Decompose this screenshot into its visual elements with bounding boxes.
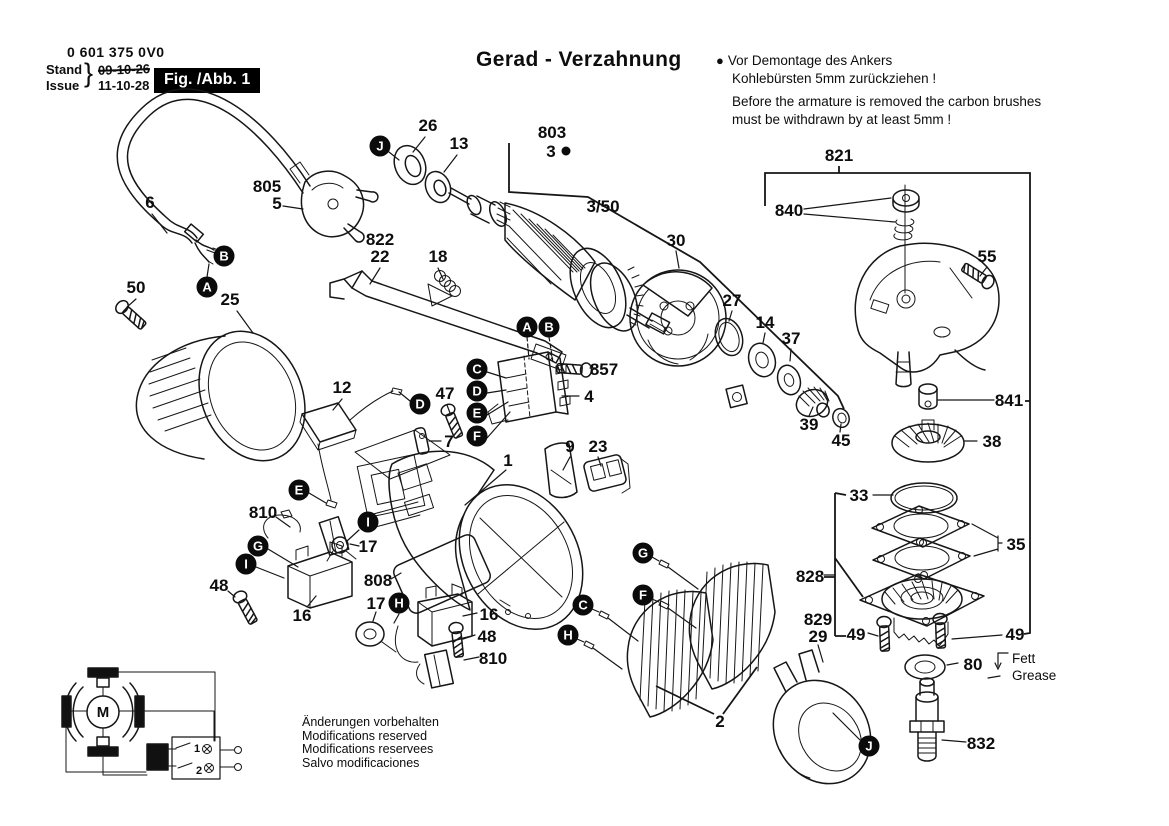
callout-letter-B-switch	[539, 317, 560, 338]
callout-7: 7	[444, 432, 454, 451]
svg-text:I: I	[366, 514, 370, 530]
svg-text:B: B	[544, 319, 554, 335]
brush-810-right-drawing	[417, 650, 454, 688]
svg-text:B: B	[219, 248, 229, 264]
callout-letter-G-coil	[633, 543, 654, 564]
svg-text:G: G	[252, 538, 264, 554]
callout-13: 13	[449, 134, 469, 153]
bevel-gear-38-drawing	[892, 420, 964, 462]
callout-841: 841	[994, 391, 1024, 410]
callout-labels	[97, 116, 1057, 777]
screw-48-right-drawing	[448, 622, 466, 658]
revision-brace: }	[84, 58, 94, 88]
callout-47: 47	[435, 384, 455, 403]
callout-23: 23	[588, 437, 608, 456]
field-coil-2-drawing	[627, 562, 775, 717]
notice-en-line2: must be withdrawn by at least 5mm !	[732, 112, 952, 127]
svg-text:D: D	[415, 396, 425, 412]
callout-5: 5	[272, 194, 282, 213]
washer-37-drawing	[774, 362, 804, 397]
callout-letter-C-coil	[573, 595, 594, 616]
svg-text:G: G	[637, 545, 649, 561]
callout-6: 6	[145, 193, 155, 212]
gear-housing-drawing	[855, 185, 999, 387]
callout-33: 33	[849, 486, 869, 505]
guard-829-drawing	[754, 650, 891, 802]
notice-de-line2: Kohlebürsten 5mm zurückziehen !	[732, 71, 937, 86]
callout-14: 14	[755, 313, 775, 332]
bushing-841-drawing	[919, 384, 937, 409]
callout-30: 30	[666, 231, 686, 250]
callout-35: 35	[1006, 535, 1026, 554]
callout-49-left: 49	[846, 625, 866, 644]
note-fr: Modifications reservees	[302, 742, 434, 756]
lock-button-23-drawing	[583, 454, 630, 493]
callout-48-left: 48	[209, 576, 229, 595]
svg-text:D: D	[472, 383, 482, 399]
callout-12: 12	[332, 378, 352, 397]
callout-letter-D-switch	[467, 381, 488, 402]
callout-25: 25	[220, 290, 240, 309]
date-new: 11-10-28	[98, 78, 150, 93]
callout-29: 29	[808, 627, 828, 646]
svg-text:H: H	[394, 595, 404, 611]
callout-857: 857	[589, 360, 619, 379]
callout-840: 840	[774, 201, 804, 220]
callout-16-left: 16	[292, 606, 312, 625]
callout-829: 829	[803, 610, 833, 629]
callout-821: 821	[824, 146, 854, 165]
callout-27: 27	[722, 291, 742, 310]
callout-letter-F-switch	[467, 426, 488, 447]
callout-17-right: 17	[366, 594, 386, 613]
callout-9: 9	[565, 437, 575, 456]
armature-drawing	[449, 188, 670, 338]
callout-letter-I-lower	[236, 554, 257, 575]
callout-50: 50	[126, 278, 146, 297]
svg-text:J: J	[865, 738, 873, 754]
svg-text:C: C	[578, 597, 588, 613]
suppressor-12-drawing	[300, 388, 402, 508]
grease-label-en: Grease	[1012, 668, 1057, 683]
svg-text:C: C	[472, 361, 482, 377]
bearing-14-drawing	[744, 340, 779, 380]
page-title: Gerad - Verzahnung	[476, 48, 682, 71]
callout-3: 3	[546, 142, 556, 161]
callout-letter-D-suppressor	[410, 394, 431, 415]
spring-18-drawing	[435, 271, 461, 297]
issue-label: Issue	[46, 78, 80, 93]
callout-832: 832	[966, 734, 996, 753]
gaskets-35-drawing	[872, 506, 970, 579]
callout-4: 4	[584, 387, 594, 406]
callout-letter-I-upper	[358, 512, 379, 533]
callout-letter-J-guard	[859, 736, 880, 757]
callout-810-right: 810	[478, 649, 508, 668]
bearing-flange-828-drawing	[860, 574, 984, 646]
wiring-schematic-drawing	[62, 668, 242, 779]
callout-55: 55	[977, 247, 997, 266]
callout-letter-A-cord	[197, 277, 218, 298]
svg-text:A: A	[522, 319, 532, 335]
note-es: Salvo modificaciones	[302, 755, 420, 770]
callout-2: 2	[715, 712, 725, 731]
washer-80-drawing	[905, 655, 945, 679]
stand-label: Stand	[46, 62, 83, 77]
callout-letter-J-top	[370, 136, 391, 157]
callout-45: 45	[831, 431, 851, 450]
callout-49-right: 49	[1005, 625, 1025, 644]
screw-49-left-drawing	[877, 616, 892, 651]
callout-letter-G-brush	[248, 536, 269, 557]
spring-17-right-drawing	[356, 622, 396, 652]
svg-text:H: H	[563, 627, 573, 643]
callout-828: 828	[795, 567, 825, 586]
callout-letter-A-switch	[517, 317, 538, 338]
callout-810-left: 810	[248, 503, 278, 522]
notice-de-line1: Vor Demontage des Ankers	[727, 53, 893, 68]
notice-en-line1: Before the armature is removed the carbon brushes	[732, 94, 1042, 109]
callout-822: 822	[365, 230, 395, 249]
callout-3-50: 3/50	[586, 197, 620, 216]
schematic-motor-label: M	[96, 704, 110, 721]
callout-38: 38	[982, 432, 1002, 451]
kit-piece-drawing	[726, 385, 747, 408]
callout-letter-C-switch	[467, 359, 488, 380]
schematic-terminal-2: 2	[195, 765, 203, 777]
callout-letter-E-wire	[289, 480, 310, 501]
brush-holder-16-left-drawing	[288, 542, 352, 608]
schematic-terminal-1: 1	[193, 743, 201, 755]
callout-3-bullet-icon	[562, 147, 571, 156]
callout-80: 80	[963, 655, 983, 674]
callout-26: 26	[418, 116, 438, 135]
switch-4-drawing	[488, 352, 570, 424]
callout-803: 803	[537, 123, 567, 142]
svg-text:E: E	[294, 482, 304, 498]
svg-text:I: I	[244, 556, 248, 572]
callout-808: 808	[363, 571, 393, 590]
callout-1: 1	[503, 451, 513, 470]
housing-cap-drawing	[136, 315, 324, 477]
callout-18: 18	[428, 247, 448, 266]
callout-17-left: 17	[358, 537, 378, 556]
callout-letter-B-cord	[214, 246, 235, 267]
callout-37: 37	[781, 329, 801, 348]
callout-48-right: 48	[477, 627, 497, 646]
callout-letter-H-brush	[389, 593, 410, 614]
date-old: 09-10-26	[97, 61, 151, 78]
callout-letter-E-switch	[467, 403, 488, 424]
callout-805: 805	[252, 177, 282, 196]
callout-letter-F-coil	[633, 585, 654, 606]
grease-label-de: Fett	[1012, 651, 1036, 666]
note-de: Änderungen vorbehalten	[302, 715, 439, 729]
callout-39: 39	[799, 415, 819, 434]
callout-22: 22	[370, 247, 390, 266]
svg-text:A: A	[202, 279, 212, 295]
brake-flange-30-drawing	[630, 270, 726, 366]
note-en: Modifications reserved	[302, 728, 428, 743]
figure-label-box: Fig. /Abb. 1	[154, 68, 260, 93]
spindle-832-drawing	[910, 678, 944, 761]
svg-text:E: E	[472, 405, 482, 421]
screw-48-left-drawing	[231, 589, 260, 626]
svg-text:F: F	[639, 587, 647, 603]
notice-bullet-icon: ●	[716, 53, 724, 68]
callout-16-right: 16	[479, 605, 499, 624]
svg-text:J: J	[376, 138, 384, 154]
cap-840-drawing	[893, 190, 919, 240]
svg-text:F: F	[473, 428, 481, 444]
document-part-number: 0 601 375 0V0	[67, 44, 165, 60]
mains-plug-drawing	[290, 162, 378, 242]
callout-letter-H-coil	[558, 625, 579, 646]
